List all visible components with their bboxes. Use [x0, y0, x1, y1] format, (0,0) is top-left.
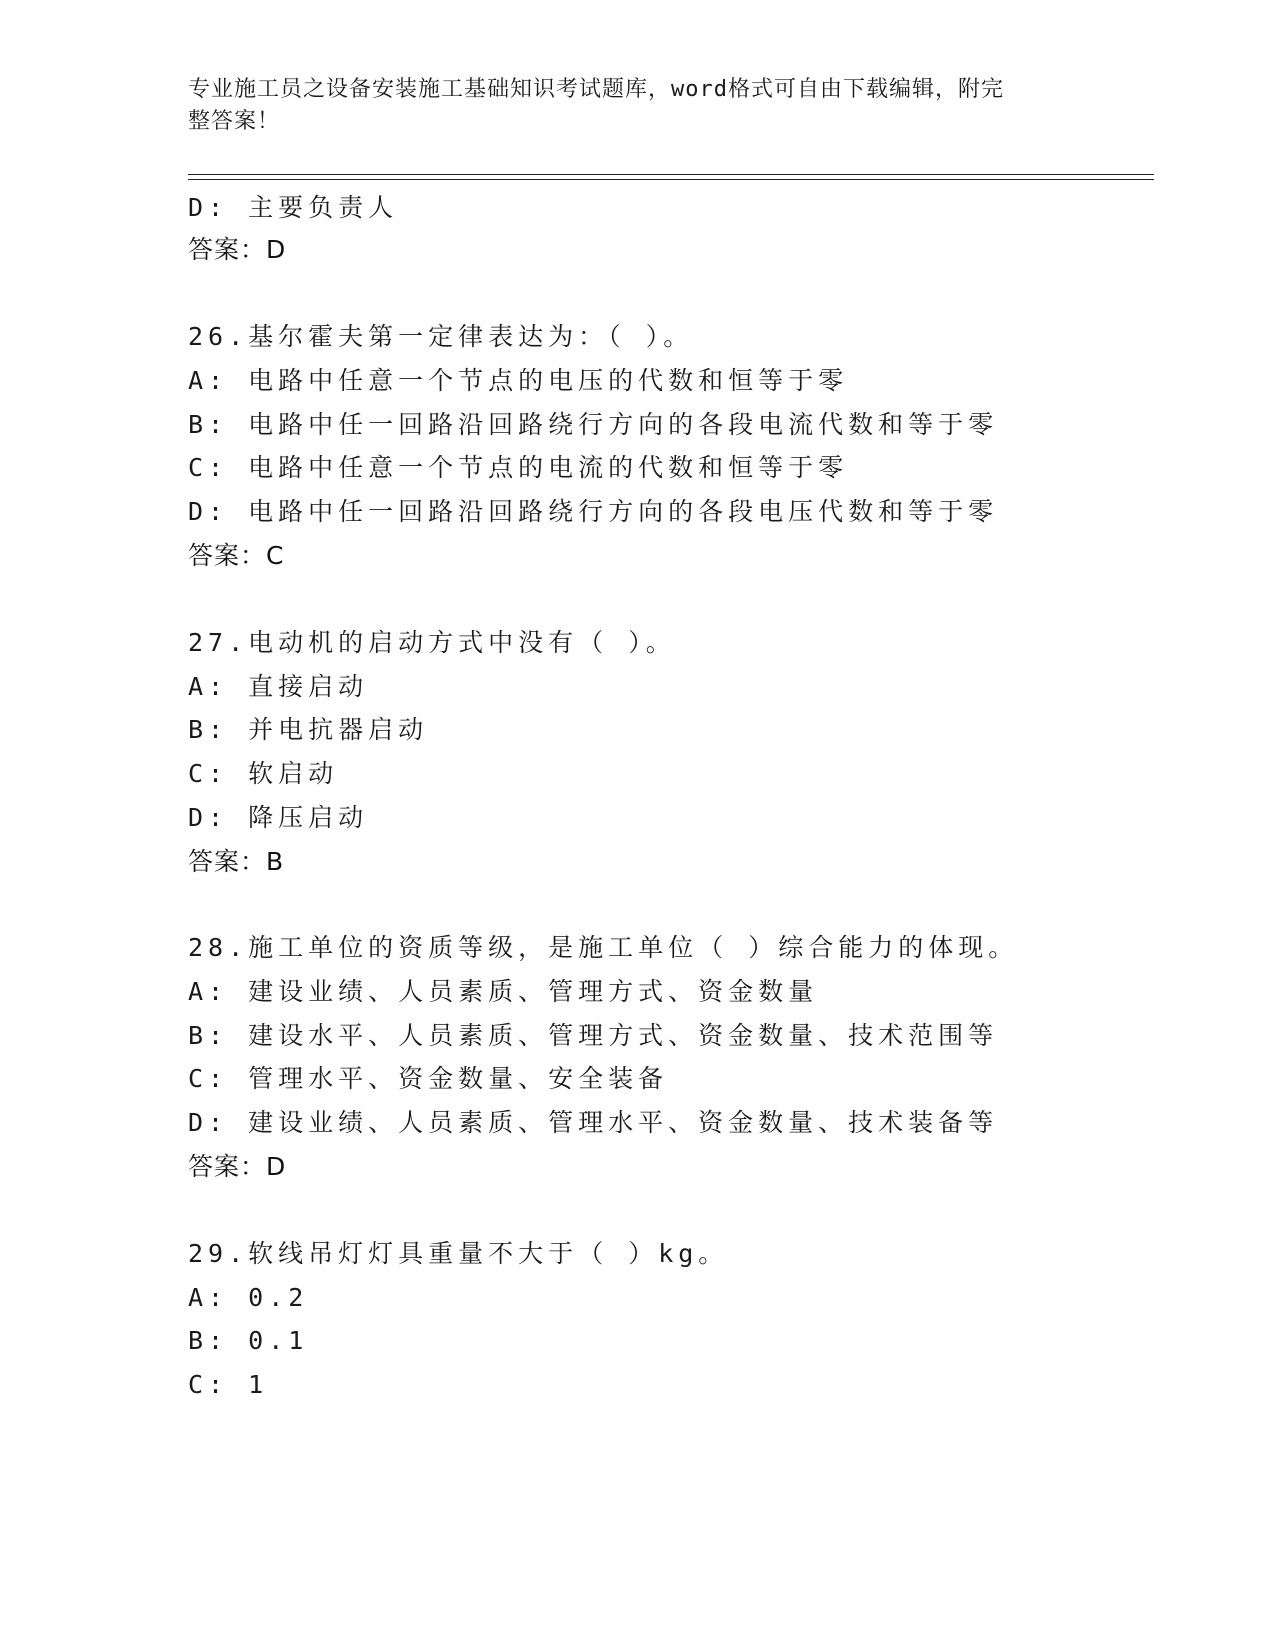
question-stem: 26.基尔霍夫第一定律表达为：（ ）。 [188, 322, 694, 351]
option-b: B: 并电抗器启动 [188, 715, 429, 744]
option-a: A: 电路中任意一个节点的电压的代数和恒等于零 [188, 366, 849, 395]
option-d: D: 电路中任一回路沿回路绕行方向的各段电压代数和等于零 [188, 497, 999, 526]
option-b: B: 建设水平、人员素质、管理方式、资金数量、技术范围等 [188, 1021, 999, 1050]
question-answer: 答案：B [188, 847, 285, 876]
question-stem: 28.施工单位的资质等级，是施工单位（ ）综合能力的体现。 [188, 933, 1019, 962]
option-a: A: 0.2 [188, 1283, 309, 1312]
option-d: D: 降压启动 [188, 803, 369, 832]
header-text-line-1: 专业施工员之设备安装施工基础知识考试题库，word格式可自由下载编辑，附完 [188, 77, 1004, 102]
question-stem: 29.软线吊灯灯具重量不大于（ ）kg。 [188, 1239, 729, 1268]
header-divider-top [188, 174, 1154, 175]
header-divider-bottom [188, 179, 1154, 180]
question-answer: 答案：C [188, 541, 285, 570]
option-d: D: 建设业绩、人员素质、管理水平、资金数量、技术装备等 [188, 1108, 999, 1137]
option-c: C: 1 [188, 1370, 269, 1399]
header-text-line-2: 整答案！ [188, 109, 281, 134]
option-a: A: 直接启动 [188, 672, 369, 701]
prev-question-option-d: D: 主要负责人 [188, 193, 399, 222]
option-c: C: 电路中任意一个节点的电流的代数和恒等于零 [188, 453, 849, 482]
option-b: B: 电路中任一回路沿回路绕行方向的各段电流代数和等于零 [188, 410, 999, 439]
option-c: C: 软启动 [188, 759, 339, 788]
question-stem: 27.电动机的启动方式中没有（ ）。 [188, 628, 676, 657]
option-b: B: 0.1 [188, 1326, 309, 1355]
prev-question-answer: 答案：D [188, 235, 287, 264]
option-a: A: 建设业绩、人员素质、管理方式、资金数量 [188, 977, 819, 1006]
option-c: C: 管理水平、资金数量、安全装备 [188, 1064, 669, 1093]
question-answer: 答案：D [188, 1152, 287, 1181]
